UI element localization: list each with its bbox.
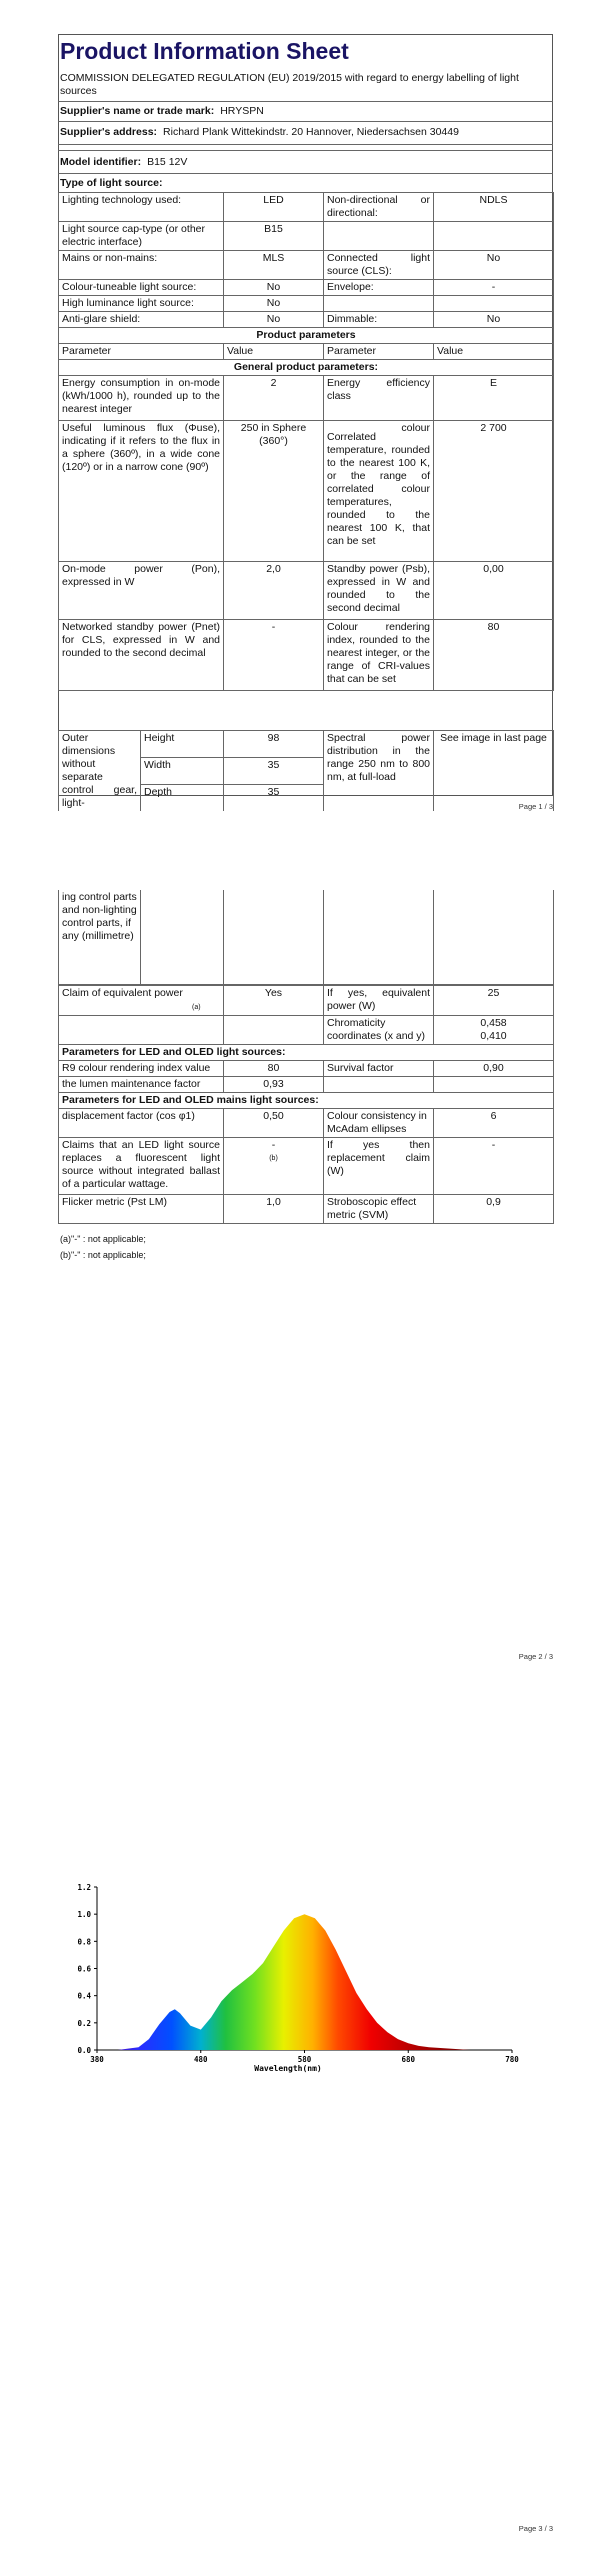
cell xyxy=(324,222,434,251)
model-row xyxy=(60,156,187,168)
column-header: Parameter xyxy=(59,344,224,360)
cell xyxy=(434,1016,554,1045)
cell: Connected light source (CLS): xyxy=(324,251,434,280)
parameters-table-continued xyxy=(58,985,554,1224)
cell: 35 xyxy=(224,785,324,811)
cell: 0,50 xyxy=(224,1109,324,1138)
type-label: Type of light source: xyxy=(60,177,163,189)
x-tick-label: 480 xyxy=(193,2055,208,2064)
cell: - xyxy=(224,620,324,691)
cell: Claims that an LED light source replaces a fluorescent light source without integrated ballast of a particular wattage. xyxy=(59,1138,224,1195)
cell: 0,90 xyxy=(434,1061,554,1077)
cell: No xyxy=(434,251,554,280)
page-number: Page 2 / 3 xyxy=(518,1652,553,1661)
table-row xyxy=(59,890,554,985)
supplier-value: HRYSPN xyxy=(220,105,264,117)
cell xyxy=(434,890,554,985)
cell: Mains or non-mains: xyxy=(59,251,224,280)
table-row xyxy=(59,562,554,620)
column-header: Value xyxy=(434,344,554,360)
divider xyxy=(58,144,553,145)
table-row xyxy=(59,986,554,1016)
cell: Energy efficiency class xyxy=(324,376,434,421)
cct-colour-word: colour xyxy=(401,422,430,434)
dimensions-continued-table xyxy=(58,890,554,985)
cell: 80 xyxy=(434,620,554,691)
cell: MLS xyxy=(224,251,324,280)
y-tick-label: 1.2 xyxy=(77,1883,91,1892)
table-row xyxy=(59,1138,554,1195)
cell: 98 xyxy=(224,731,324,758)
cell: 2 700 xyxy=(434,421,554,562)
cell: Flicker metric (Pst LM) xyxy=(59,1195,224,1224)
table-row xyxy=(59,1109,554,1138)
cell xyxy=(59,1016,224,1045)
divider xyxy=(58,121,553,122)
table-row xyxy=(59,1093,554,1109)
table-row xyxy=(59,376,554,421)
cell: Outer dimensions without separate control gear, light- xyxy=(59,731,141,812)
divider xyxy=(58,150,553,151)
cell xyxy=(324,296,434,312)
cell: Stroboscopic effect metric (SVM) xyxy=(324,1195,434,1224)
cell: Lighting technology used: xyxy=(59,193,224,222)
cell: Anti-glare shield: xyxy=(59,312,224,328)
cell: Colour-tuneable light source: xyxy=(59,280,224,296)
y-tick-label: 0.2 xyxy=(77,2018,91,2028)
cell: No xyxy=(224,312,324,328)
section-heading: Parameters for LED and OLED mains light sources: xyxy=(59,1093,554,1109)
x-tick-label: 380 xyxy=(90,2055,104,2064)
cell: Light source cap-type (or other electric interface) xyxy=(59,222,224,251)
cell: 1,0 xyxy=(224,1195,324,1224)
cell xyxy=(224,1016,324,1045)
cell: 6 xyxy=(434,1109,554,1138)
cell: 0,00 xyxy=(434,562,554,620)
divider xyxy=(58,101,553,102)
footnote-marker: (a) xyxy=(192,1004,201,1011)
section-heading: General product parameters: xyxy=(59,360,554,376)
cell xyxy=(324,421,434,562)
cell: the lumen maintenance factor xyxy=(59,1077,224,1093)
footnote-b: (b)"-" : not applicable; xyxy=(60,1250,146,1260)
cell: High luminance light source: xyxy=(59,296,224,312)
divider xyxy=(58,173,553,174)
y-tick-label: 0.4 xyxy=(77,1991,91,2001)
cell: Chromaticity coordinates (x and y) xyxy=(324,1016,434,1045)
cell: Standby power (Psb), expressed in W and rounded to the second decimal xyxy=(324,562,434,620)
cell: R9 colour rendering index value xyxy=(59,1061,224,1077)
table-row xyxy=(59,421,554,562)
cell xyxy=(141,890,224,985)
section-heading: Parameters for LED and OLED light sources: xyxy=(59,1045,554,1061)
cell: NDLS xyxy=(434,193,554,222)
spectral-power-chart xyxy=(52,1875,532,2075)
table-row xyxy=(59,731,554,758)
table-row xyxy=(59,296,554,312)
cell: 35 xyxy=(224,758,324,785)
footnote-a: (a)"-" : not applicable; xyxy=(60,1234,146,1244)
cell: 25 xyxy=(434,986,554,1016)
spectrum-series xyxy=(97,1914,512,2050)
address-value: Richard Plank Wittekindstr. 20 Hannover, Niedersachsen 30449 xyxy=(163,126,459,138)
table-row xyxy=(59,1195,554,1224)
cell: 250 in Sphere (360°) xyxy=(224,421,324,562)
cell: 2,0 xyxy=(224,562,324,620)
cell: Networked standby power (Pnet) for CLS, expressed in W and rounded to the second decimal xyxy=(59,620,224,691)
cell xyxy=(434,1077,554,1093)
cell xyxy=(324,890,434,985)
cell xyxy=(59,986,224,1016)
table-row xyxy=(59,222,554,251)
table-row xyxy=(59,1077,554,1093)
model-value: B15 12V xyxy=(147,156,188,168)
light-source-type-table xyxy=(58,192,554,691)
equiv-label: Claim of equivalent power xyxy=(62,987,183,999)
y-tick-label: 0.0 xyxy=(77,2046,91,2055)
cell: - xyxy=(434,1138,554,1195)
chromaticity-x: 0,458 xyxy=(480,1017,507,1029)
cell: E xyxy=(434,376,554,421)
regulation-subtitle: COMMISSION DELEGATED REGULATION (EU) 2019/2015 with regard to energy labelling of light sources xyxy=(60,72,519,97)
cell: See image in last page xyxy=(434,731,554,812)
cell: Useful luminous flux (Φuse), indicating if it refers to the flux in a sphere (360º), in a wide cone (120º) or in a narrow cone (90º) xyxy=(59,421,224,562)
cct-label: Correlated temperature, rounded to the nearest 100 K, or the range of correlated colour temperatures, rounded to the nearest 100 K, that can be set xyxy=(327,431,430,547)
table-row xyxy=(59,312,554,328)
cell: 80 xyxy=(224,1061,324,1077)
cell xyxy=(434,296,554,312)
x-tick-label: 580 xyxy=(297,2055,312,2064)
address-label: Supplier's address: xyxy=(60,126,158,138)
cell: ing control parts and non-lighting control parts, if any (millimetre) xyxy=(59,890,141,985)
cell: Envelope: xyxy=(324,280,434,296)
cell xyxy=(224,890,324,985)
cell: Energy consumption in on-mode (kWh/1000 h), rounded up to the nearest integer xyxy=(59,376,224,421)
spectrum-area xyxy=(97,1914,512,2050)
cell: B15 xyxy=(224,222,324,251)
table-row xyxy=(59,1061,554,1077)
cell xyxy=(434,222,554,251)
x-tick-label: 780 xyxy=(505,2055,519,2064)
cell: 0,93 xyxy=(224,1077,324,1093)
model-label: Model identifier: xyxy=(60,156,142,168)
cell xyxy=(224,1138,324,1195)
x-axis-label: Wavelength(nm) xyxy=(254,2064,322,2073)
cell: Spectral power distribution in the range 250 nm to 800 nm, at full-load xyxy=(324,731,434,812)
table-row xyxy=(59,328,554,344)
dimensions-table xyxy=(58,730,554,811)
cell: No xyxy=(224,296,324,312)
cell: Non-directional or directional: xyxy=(324,193,434,222)
y-tick-label: 0.6 xyxy=(77,1964,91,1974)
supplier-row xyxy=(60,105,264,117)
table-row xyxy=(59,1016,554,1045)
cell: - xyxy=(434,280,554,296)
table-row xyxy=(59,344,554,360)
cell: Width xyxy=(141,758,224,785)
cell: 0,9 xyxy=(434,1195,554,1224)
table-row xyxy=(59,360,554,376)
footnote-marker: (b) xyxy=(269,1155,278,1162)
page-title: Product Information Sheet xyxy=(60,38,349,64)
cell: On-mode power (Pon), expressed in W xyxy=(59,562,224,620)
page-number: Page 1 / 3 xyxy=(518,802,553,811)
type-row xyxy=(60,177,168,189)
cell: Height xyxy=(141,731,224,758)
cell: Yes xyxy=(224,986,324,1016)
claim-value: - xyxy=(271,1139,276,1151)
table-row xyxy=(59,620,554,691)
cell: Colour consistency in McAdam ellipses xyxy=(324,1109,434,1138)
cell: LED xyxy=(224,193,324,222)
cell: 2 xyxy=(224,376,324,421)
supplier-label: Supplier's name or trade mark: xyxy=(60,105,215,117)
page-number: Page 3 / 3 xyxy=(518,2524,553,2533)
y-tick-label: 0.8 xyxy=(77,1937,91,1947)
table-row xyxy=(59,280,554,296)
chromaticity-y: 0,410 xyxy=(480,1030,507,1042)
y-tick-label: 1.0 xyxy=(77,1910,91,1920)
cell: No xyxy=(224,280,324,296)
table-row xyxy=(59,251,554,280)
column-header: Value xyxy=(224,344,324,360)
x-tick-label: 680 xyxy=(401,2055,416,2064)
cell: If yes, equivalent power (W) xyxy=(324,986,434,1016)
table-row xyxy=(59,1045,554,1061)
cell: Depth xyxy=(141,785,224,811)
cell: Dimmable: xyxy=(324,312,434,328)
cell: Colour rendering index, rounded to the nearest integer, or the range of CRI-values that can be set xyxy=(324,620,434,691)
cell xyxy=(324,1077,434,1093)
cell: Survival factor xyxy=(324,1061,434,1077)
cell: No xyxy=(434,312,554,328)
section-heading: Product parameters xyxy=(59,328,554,344)
table-row xyxy=(59,193,554,222)
address-row xyxy=(60,126,459,138)
column-header: Parameter xyxy=(324,344,434,360)
cell: displacement factor (cos φ1) xyxy=(59,1109,224,1138)
cell: If yes then replacement claim (W) xyxy=(324,1138,434,1195)
